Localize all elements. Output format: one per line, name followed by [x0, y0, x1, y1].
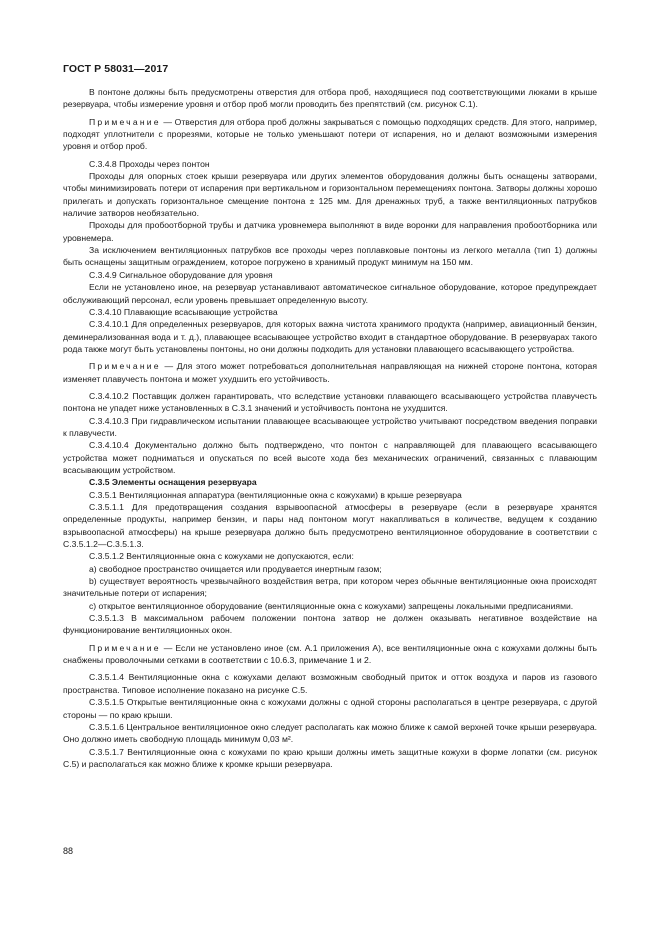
- body-paragraph: С.3.4.10.4 Документально должно быть подтверждено, что понтон с направляющей для плавающего всасывающего устройства может подниматься и опускаться по всей высоте хода без механических ограничений, связанных с плавающим всасывающим устройством.: [63, 440, 597, 475]
- body-paragraph: С.3.4.9 Сигнальное оборудование для уровня: [89, 269, 273, 280]
- body-paragraph: За исключением вентиляционных патрубков все проходы через поплавковые понтоны из легкого металла (тип 1) должны быть оснащены защитным ограждением, которое погружено в хранимый продукт минимум на 150 мм.: [63, 245, 597, 268]
- body-paragraph: С.3.5.1.2 Вентиляционные окна с кожухами не допускаются, если:: [89, 551, 354, 562]
- body-paragraph: С.3.5.1.5 Открытые вентиляционные окна с кожухами должны с одной стороны располагаться в центре резервуара, с другой стороны — по краю крыши.: [63, 697, 597, 720]
- document-body: [63, 86, 597, 770]
- body-paragraph: С.3.4.10.2 Поставщик должен гарантировать, что вследствие установки плавающего всасывающего устройства плавучесть понтона не упадет ниже установленных в С.3.1 значений и устойчивость понтона не ухудшится.: [63, 390, 597, 414]
- note-text: — Если не установлено иное (см. А.1 приложения А), все вентиляционные окна с кожухами должны быть снабжены проволочными сетками в соответствии с 10.6.3, примечание 1 и 2.: [63, 642, 597, 666]
- body-paragraph: С.3.5.1.3 В максимальном рабочем положении понтона затвор не должен оказывать негативное воздействие на функционирование вентиляционных окон.: [63, 613, 597, 636]
- body-paragraph: С.3.5.1.6 Центральное вентиляционное окно следует располагать как можно ближе к самой верхней точке крыши резервуара. Оно должно иметь свободную площадь минимум 0,03 м².: [63, 721, 597, 745]
- note-paragraph: [63, 360, 597, 385]
- note-label: Примечание: [89, 642, 161, 653]
- note-text: — Для этого может потребоваться дополнительная направляющая на нижней стороне понтона, которая изменяет плавучесть понтона и может ухудшить его устойчивость.: [63, 361, 597, 384]
- body-paragraph: С.3.5.1.4 Вентиляционные окна с кожухами делают возможным свободный приток и отток воздуха и паров из газового пространства. Типовое исполнение показано на рисунке С.5.: [63, 672, 597, 695]
- body-paragraph: С.3.4.8 Проходы через понтон: [89, 158, 210, 169]
- section-heading: С.3.5 Элементы оснащения резервуара: [89, 477, 257, 488]
- note-label: Примечание: [89, 361, 161, 372]
- body-paragraph: С.3.4.10 Плавающие всасывающие устройства: [89, 306, 278, 317]
- body-paragraph: Проходы для опорных стоек крыши резервуара или других элементов оборудования должны быть оснащены затворами, чтобы минимизировать потери от испарения при вертикальном и горизонтальном перемещениях понтона. Затворы должны хорошо прилегать и допускать горизонтальное смещение понтона ± 125 мм. Для дренажных труб, а также вентиляционных патрубков наличие затворов необязательно.: [63, 171, 597, 219]
- page-header-standard-code: ГОСТ Р 58031—2017: [63, 63, 169, 75]
- body-paragraph: С.3.5.1.7 Вентиляционные окна с кожухами по краю крыши должны иметь защитные кожухи в форме лопатки (см. рисунок С.5) и располагаться как можно ближе к кромке крыши резервуара.: [63, 746, 597, 769]
- body-paragraph: С.3.4.10.1 Для определенных резервуаров, для которых важна чистота хранимого продукта (например, авиационный бензин, деминерализованная вода и т. д.), плавающее всасывающее устройство входит в стандартное оборудование. В резервуарах такого рода также могут быть установлены понтоны, но они должны подходить для установки плавающего всасывающего устройства.: [63, 319, 597, 354]
- body-paragraph: Если не установлено иное, на резервуар устанавливают автоматическое сигнальное оборудование, которое предупреждает обслуживающий персонал, если уровень превышает определенную высоту.: [63, 282, 597, 305]
- note-text: — Отверстия для отбора проб должны закрываться с помощью подходящих средств. Для этого, например, подходят уплотнители с прорезями, которые не только уменьшают потери от испарения, но и делают возможными измерения уровня и отбор проб.: [63, 116, 597, 152]
- body-paragraph: Проходы для пробоотборной трубы и датчика уровнемера выполняют в виде воронки для направления пробоотборника или уровнемера.: [63, 220, 597, 243]
- body-paragraph: В понтоне должны быть предусмотрены отверстия для отбора проб, находящиеся под соответствующими люками в крыше резервуара, чтобы измерение уровня и отбор проб могли проводить без препятствий (см. рисунок С.1).: [63, 87, 597, 110]
- body-paragraph: С.3.5.1.1 Для предотвращения создания взрывоопасной атмосферы в резервуаре (если в резервуаре хранятся определенные продукты, например бензин, и пары над понтоном могут накапливаться в количестве, ведущем к созданию взрывоопасной атмосферы) на крыше резервуара должно быть предусмотрено вентиляционное оборудование в соответствии с С.3.5.1.2—С.3.5.1.3.: [63, 502, 597, 550]
- note-paragraph: [63, 642, 597, 667]
- note-label: Примечание: [89, 116, 161, 127]
- note-paragraph: [63, 116, 597, 153]
- body-paragraph: С.3.4.10.3 При гидравлическом испытании плавающее всасывающее устройство учитывают посредством введения поправки к плавучести.: [63, 415, 597, 438]
- body-paragraph: b) существует вероятность чрезвычайного воздействия ветра, при котором через обычные вентиляционные окна происходят значительные потери от испарения;: [63, 576, 597, 599]
- body-paragraph: с) открытое вентиляционное оборудование (вентиляционные окна с кожухами) запрещены локальными предписаниями.: [89, 600, 574, 611]
- body-paragraph: С.3.5.1 Вентиляционная аппаратура (вентиляционные окна с кожухами) в крыше резервуара: [89, 489, 462, 500]
- page-number: 88: [63, 846, 74, 856]
- body-paragraph: а) свободное пространство очищается или продувается инертным газом;: [89, 563, 382, 574]
